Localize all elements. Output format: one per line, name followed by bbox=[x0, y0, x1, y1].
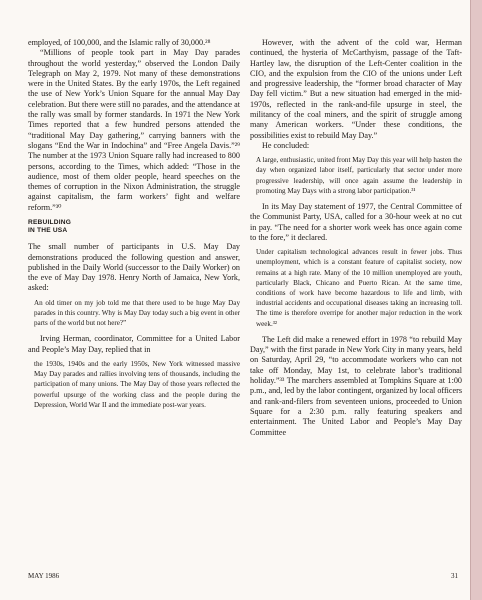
paragraph: However, with the advent of the cold war, Herman continued, the hysteria of McCarthyism, passage of the Taft-Hartley law, the disruption of the Left-Center coalition in the CIO, and the expulsion from the CIO of the unions under Left and progressive leadership, the “former broad character of May Day fell victim.” But a new situation had emerged in the mid-1970s, reflected in the rank-and-file upsurge in steel, the militancy of the coal miners, and the spirit of struggle among many American workers. “Under these conditions, the possibilities exist to rebuild May Day.” bbox=[250, 38, 462, 140]
paragraph: Irving Herman, coordinator, Committee for a United Labor and People’s May Day, replied that in bbox=[28, 334, 240, 354]
paragraph: He concluded: bbox=[262, 140, 310, 150]
block-quote: the 1930s, 1940s and the early 1950s, New York witnessed massive May Day parades and rallies involving tens of thousands, including the participation of many unions. The May Day of those years reflected the powerful upsurge of the working class and the people during the Depression, World War II and the immediate post-war years. bbox=[34, 359, 240, 409]
block-quote: A large, enthusiastic, united front May Day this year will help hasten the day when organized labor itself, particularly that sector under more progressive leadership, will once again assume the leadership in promoting May Days with a strong labor participation.³¹ bbox=[256, 156, 462, 195]
paragraph: The Left did make a renewed effort in 1978 “to rebuild May Day,” with the first parade in New York City in many years, held on Saturday, April 29, “to accommodate workers who can not take off Monday, May 1st, to celebrate labor’s traditional holiday.”³³ The marchers assembled at Tompkins Square at 1:00 p.m., and, led by the labor contingent, organized by local officers and rank-and-filers from seventeen unions, proceeded to Union Square for a 2:30 p.m. rally featuring speakers and entertainment. The United Labor and People’s May Day Committee bbox=[250, 334, 463, 437]
block-quote: Under capitalism technological advances result in fewer jobs. Thus unemployment, which is a constant feature of capitalist society, now remains at a high rate. Many of the 10 million unemployed are youth, particularly Black, Chicano and Puerto Rican. At the same time, conditions of work have become hazardous to life and limb, with industrial accidents and occupational diseases taking an increasing toll. The time is therefore overripe for another major reduction in the work week.³² bbox=[256, 248, 462, 328]
left-column bbox=[28, 38, 240, 416]
section-heading-line: REBUILDING bbox=[28, 219, 72, 227]
paragraph: “Millions of people took part in May Day parades throughout the world yesterday,” observed the London Daily Telegraph on May 2, 1979. Not many of these demonstrations were in the United States. By the early 1970s, the Left regained the use of New York’s Union Square for the annual May Day celebration. But there were still no parades, and the attendance at the rally was small by former standards. In 1971 the New York Times reported that a few hundred persons attended the “traditional May Day gathering,” carrying banners with the slogans “End the War in Indochina” and “Free Angela Davis.”²⁹ The number at the 1973 Union Square rally had increased to 800 persons, according to the Times, which added: “Those in the audience, most of them older people, heard speeches on the themes of corruption in the Nixon Administration, the struggle against capitalism, the farm workers’ fight and welfare reform.”³⁰ bbox=[28, 48, 240, 212]
paragraph: employed, of 100,000, and the Islamic rally of 30,000.²⁸ bbox=[28, 38, 211, 47]
paragraph: In its May Day statement of 1977, the Central Committee of the Communist Party, USA, called for a 30-hour week at no cut in pay. “The need for a shorter work week has once again come to the fore,” it declared. bbox=[250, 202, 462, 242]
block-quote: An old timer on my job told me that there used to be huge May Day parades in this country. Why is May Day today such a big event in other parts of the world but not here?” bbox=[34, 298, 240, 328]
section-heading-line: IN THE USA bbox=[28, 226, 68, 234]
footer-date: MAY 1986 bbox=[28, 572, 60, 580]
section-heading bbox=[28, 219, 240, 234]
paragraph: The small number of participants in U.S. May Day demonstrations produced the following question and answer, published in the Daily World (successor to the Daily Worker) on the eve of May Day 1978. Henry North of Jamaica, New York, asked: bbox=[28, 242, 240, 293]
right-column bbox=[250, 38, 462, 438]
page-number: 31 bbox=[451, 572, 458, 580]
page-edge-strip bbox=[470, 0, 482, 600]
